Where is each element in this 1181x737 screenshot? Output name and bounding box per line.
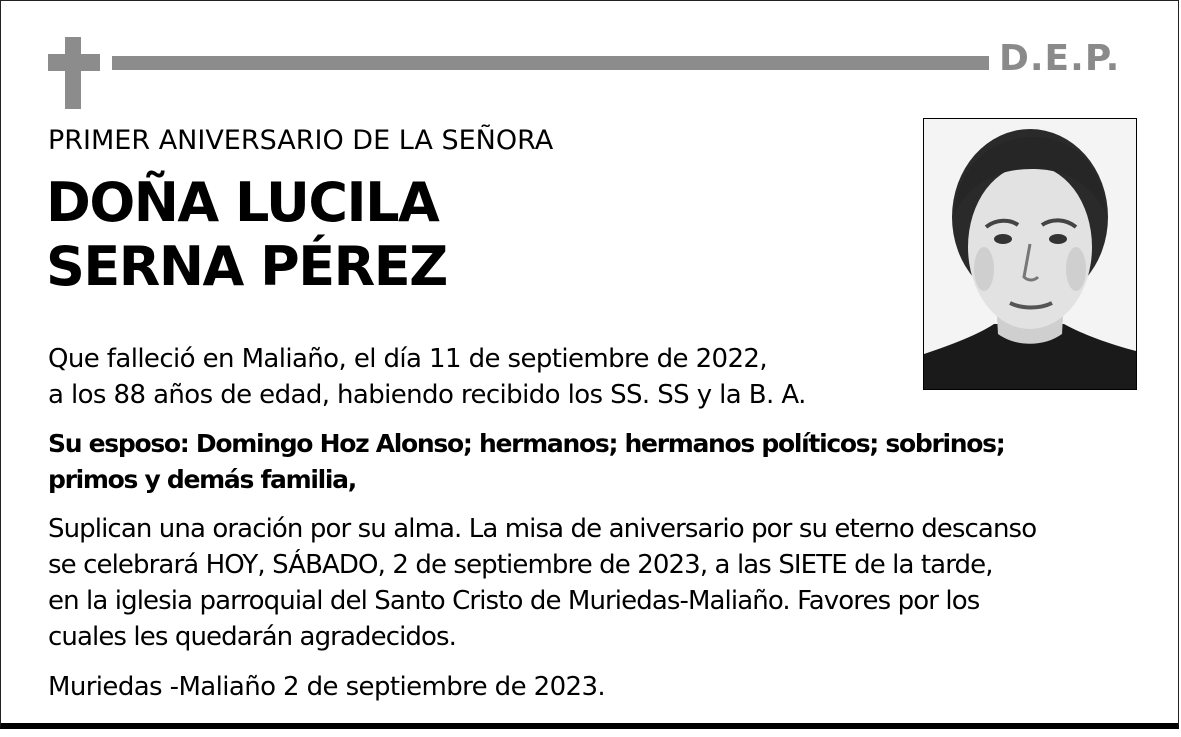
mass-details — [48, 511, 1036, 655]
portrait-photo — [923, 118, 1137, 390]
family-list — [48, 426, 1004, 498]
mass-line-1: Suplican una oración por su alma. La misa de aniversario por su eterno descanso — [48, 514, 1037, 544]
portrait-image — [924, 119, 1136, 389]
cross-icon — [48, 37, 100, 109]
family-line-1: Su esposo: Domingo Hoz Alonso; hermanos; hermanos políticos; sobrinos; — [48, 429, 1005, 458]
mass-line-3: en la iglesia parroquial del Santo Cristo de Muriedas-Maliaño. Favores por los — [48, 586, 980, 616]
deceased-name — [46, 171, 447, 299]
mass-line-4: cuales les quedarán agradecidos. — [48, 622, 457, 652]
intro-line: PRIMER ANIVERSARIO DE LA SEÑORA — [48, 125, 554, 156]
place-date: Muriedas -Maliaño 2 de septiembre de 2023. — [48, 672, 606, 702]
header-rule — [112, 56, 989, 70]
death-line-1: Que falleció en Maliaño, el día 11 de septiembre de 2022, — [48, 344, 768, 374]
mass-line-2: se celebrará HOY, SÁBADO, 2 de septiembre de 2023, a las SIETE de la tarde, — [48, 550, 993, 580]
death-details — [48, 341, 806, 413]
death-line-2: a los 88 años de edad, habiendo recibido los SS. SS y la B. A. — [48, 380, 806, 410]
name-line-1: DOÑA LUCILA — [46, 171, 439, 234]
name-line-2: SERNA PÉREZ — [46, 235, 447, 298]
family-line-2: primos y demás familia, — [48, 465, 356, 494]
dep-label: D.E.P. — [999, 38, 1121, 79]
